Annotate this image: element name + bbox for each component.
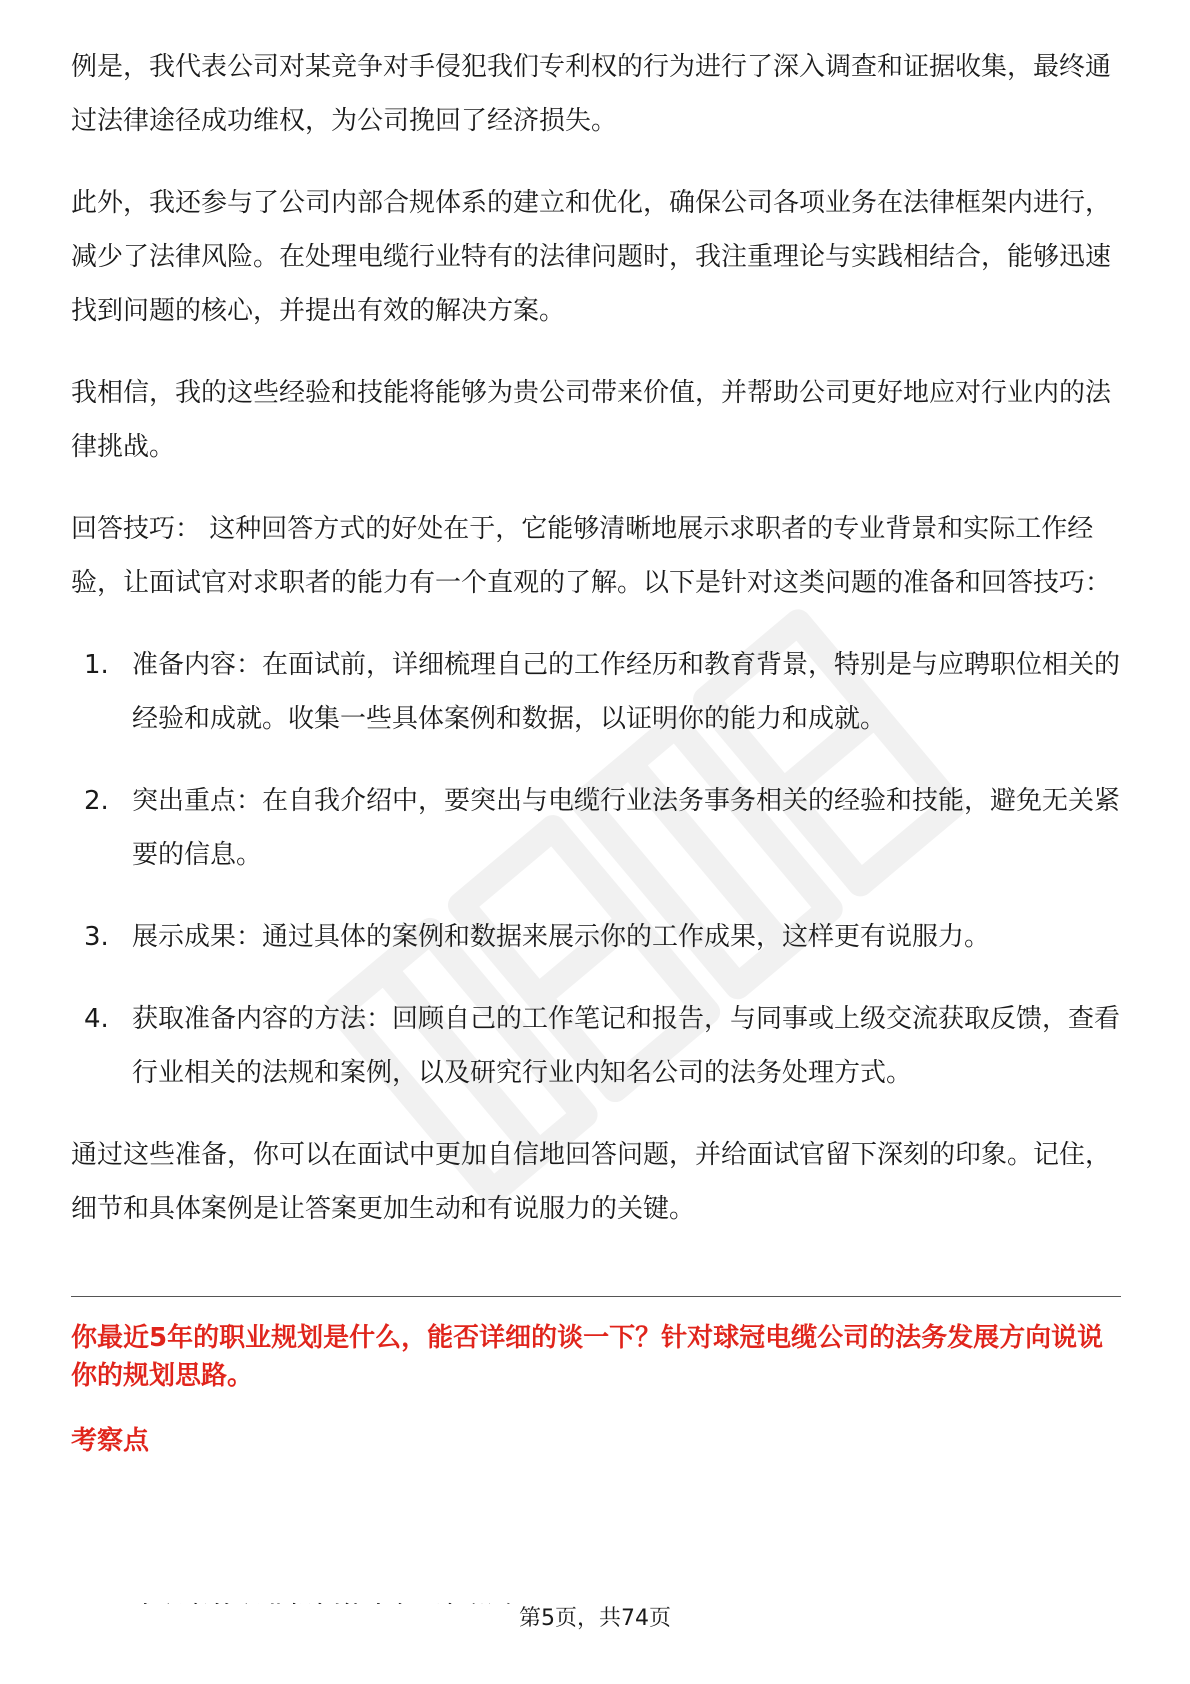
- closing-paragraph: 通过这些准备，你可以在面试中更加自信地回答问题，并给面试官留下深刻的印象。记住，细节和具体案例是让答案更加生动和有说服力的关键。: [71, 1140, 1112, 1224]
- page-footer: 第5页，共74页: [0, 1604, 1190, 1634]
- document-body: [71, 40, 1121, 1485]
- list-item: [71, 992, 1121, 1100]
- paragraph: 例是，我代表公司对某竞争对手侵犯我们专利权的行为进行了深入调查和证据收集，最终通过法律途径成功维权，为公司挽回了经济损失。: [71, 52, 1112, 136]
- section-divider: [71, 1296, 1121, 1297]
- answer-tips-intro: 回答技巧： 这种回答方式的好处在于，它能够清晰地展示求职者的专业背景和实际工作经验，让面试官对求职者的能力有一个直观的了解。以下是针对这类问题的准备和回答技巧：: [71, 514, 1112, 598]
- list-number: 3.: [84, 922, 109, 952]
- list-text: 准备内容：在面试前，详细梳理自己的工作经历和教育背景，特别是与应聘职位相关的经验和成就。收集一些具体案例和数据，以证明你的能力和成就。: [132, 650, 1121, 734]
- question-heading: 你最近5年的职业规划是什么，能否详细的谈一下？针对球冠电缆公司的法务发展方向说说你的规划思路。: [71, 1323, 1104, 1391]
- list-item: [71, 910, 1121, 964]
- list-item: [71, 638, 1121, 746]
- paragraph: 此外，我还参与了公司内部合规体系的建立和优化，确保公司各项业务在法律框架内进行，减少了法律风险。在处理电缆行业特有的法律问题时，我注重理论与实践相结合，能够迅速找到问题的核心，并提出有效的解决方案。: [71, 188, 1112, 326]
- tips-list: [71, 638, 1121, 1100]
- list-text: 突出重点：在自我介绍中，要突出与电缆行业法务事务相关的经验和技能，避免无关紧要的信息。: [132, 786, 1121, 870]
- section-heading: 考察点: [71, 1426, 150, 1456]
- list-number: 1.: [84, 650, 109, 680]
- list-text: 获取准备内容的方法：回顾自己的工作笔记和报告，与同事或上级交流获取反馈，查看行业相关的法规和案例，以及研究行业内知名公司的法务处理方式。: [132, 1004, 1121, 1088]
- list-text: 展示成果：通过具体的案例和数据来展示你的工作成果，这样更有说服力。: [132, 922, 991, 952]
- list-number: 2.: [84, 786, 109, 816]
- paragraph: 我相信，我的这些经验和技能将能够为贵公司带来价值，并帮助公司更好地应对行业内的法律挑战。: [71, 378, 1112, 462]
- list-item: [71, 774, 1121, 882]
- list-number: 4.: [84, 1004, 109, 1034]
